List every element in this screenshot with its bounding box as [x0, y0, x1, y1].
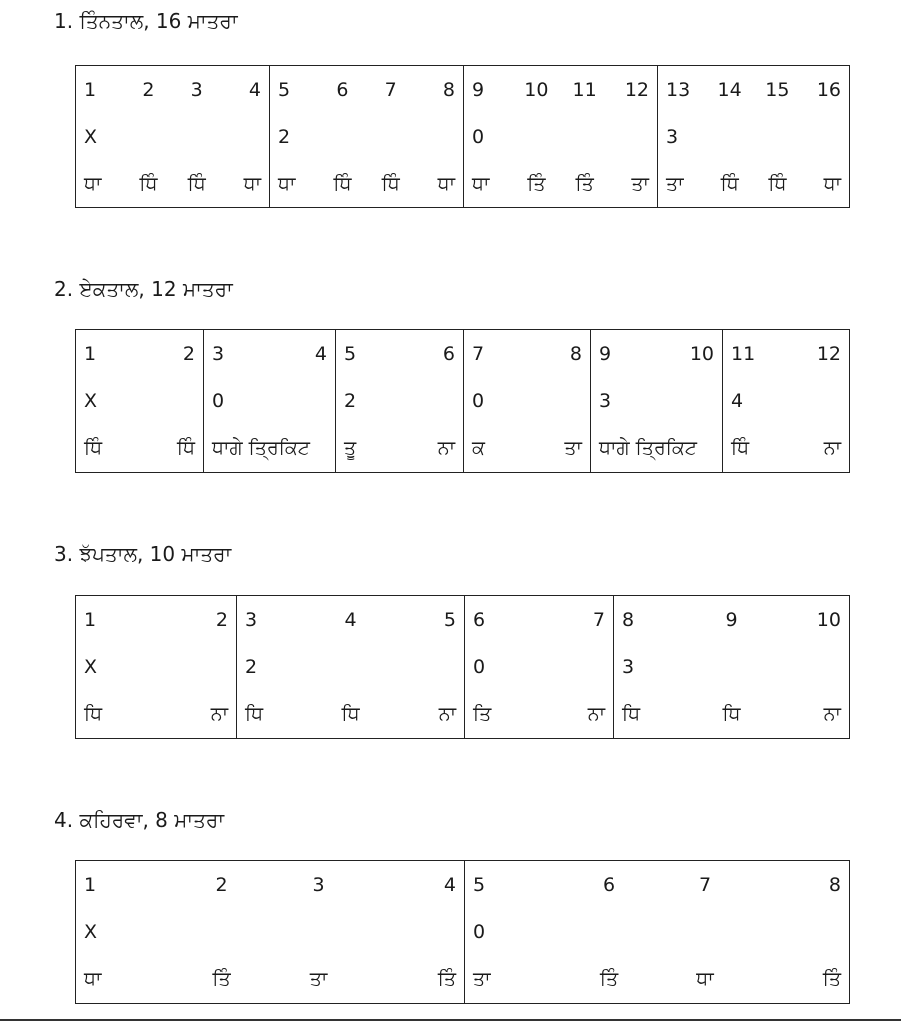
sign-row: [723, 377, 849, 424]
beat-number: 2: [142, 78, 155, 101]
beat-row: [204, 330, 335, 377]
sign-row: [270, 113, 463, 160]
bol: ਧਾ: [278, 172, 296, 195]
section-title-keharwa: 4. ਕਹਿਰਵਾ, 8 ਮਾਤਰਾ: [54, 808, 225, 832]
beat-row: [76, 596, 236, 643]
bol: ਧਿੰ: [720, 172, 739, 195]
beat-number: 3: [312, 873, 325, 896]
bol: ਤਿੰ: [822, 968, 841, 991]
bol: ਧਾਗੇ ਤ੍ਰਿਕਿਟ: [212, 437, 310, 460]
beat-number: 12: [816, 342, 841, 365]
bol: ਤਾ: [473, 968, 491, 991]
sign-row: [76, 377, 203, 424]
beat-number: 6: [473, 608, 486, 631]
taal-sign: 4: [731, 389, 744, 412]
beat-number: 8: [442, 78, 455, 101]
beat-number: 9: [472, 78, 485, 101]
sign-row: [658, 113, 849, 160]
beat-number: 7: [698, 873, 712, 896]
bol: ਧਿੰ: [768, 172, 787, 195]
beat-row: [76, 330, 203, 377]
table-teentaal: [75, 65, 850, 208]
beat-row: [464, 66, 657, 113]
vibhag: [236, 596, 464, 738]
bol: ਤਾ: [564, 437, 582, 460]
beat-row: [614, 596, 849, 643]
beat-number: 2: [215, 608, 228, 631]
vibhag: [269, 66, 463, 207]
vibhag: [464, 596, 613, 738]
vibhag: [463, 330, 590, 472]
taal-sign: X: [84, 655, 98, 678]
beat-number: 5: [443, 608, 457, 631]
beat-number: 9: [725, 608, 738, 631]
taal-sign: 2: [278, 125, 291, 148]
beat-row: [465, 596, 613, 643]
bol: ਧਿ: [341, 703, 360, 726]
bol: ਨਾ: [210, 703, 228, 726]
vibhag: [657, 66, 849, 207]
beat-number: 7: [384, 78, 397, 101]
beat-number: 3: [190, 78, 203, 101]
bol-row: [237, 691, 464, 738]
bol-row: [723, 425, 849, 472]
beat-number: 6: [336, 78, 349, 101]
bol-row: [270, 160, 463, 207]
sign-row: [76, 113, 269, 160]
taal-sign: X: [84, 920, 98, 943]
bol: ਧਿੰ: [381, 172, 400, 195]
beat-number: 6: [602, 873, 616, 896]
beat-number: 1: [84, 873, 97, 896]
beat-row: [336, 330, 463, 377]
bol-row: [76, 956, 464, 1003]
bol: ਧਾ: [84, 968, 102, 991]
beat-number: 5: [473, 873, 486, 896]
bol-row: [465, 691, 613, 738]
beat-row: [658, 66, 849, 113]
beat-number: 10: [524, 78, 549, 101]
sign-row: [76, 643, 236, 690]
bol: ਨਾ: [438, 703, 457, 726]
beat-number: 8: [828, 873, 841, 896]
bol-row: [76, 160, 269, 207]
taal-sign: 2: [245, 655, 258, 678]
taal-sign: 3: [599, 389, 612, 412]
beat-row: [270, 66, 463, 113]
bol-row: [464, 425, 590, 472]
beat-number: 8: [622, 608, 635, 631]
beat-number: 16: [816, 78, 841, 101]
beat-number: 10: [816, 608, 841, 631]
beat-number: 7: [592, 608, 605, 631]
vibhag: [76, 596, 236, 738]
beat-number: 1: [84, 78, 97, 101]
vibhag: [335, 330, 463, 472]
sign-row: [465, 643, 613, 690]
taal-sign: 3: [666, 125, 679, 148]
taal-sign: X: [84, 125, 98, 148]
bol: ਧਾ: [437, 172, 455, 195]
beat-number: 6: [442, 342, 455, 365]
taal-sign: 2: [344, 389, 357, 412]
beat-number: 8: [569, 342, 582, 365]
vibhag: [613, 596, 849, 738]
beat-row: [591, 330, 722, 377]
bol: ਧਿੰ: [84, 437, 103, 460]
bol-row: [204, 425, 335, 472]
sign-row: [204, 377, 335, 424]
bol-row: [465, 956, 849, 1003]
beat-number: 1: [84, 608, 97, 631]
beat-number: 11: [731, 342, 756, 365]
beat-number: 4: [344, 608, 357, 631]
beat-number: 11: [572, 78, 597, 101]
section-title-jhaptaal: 3. ਝੱਪਤਾਲ, 10 ਮਾਤਰਾ: [54, 542, 232, 566]
beat-number: 4: [443, 873, 456, 896]
bol: ਨਾ: [587, 703, 605, 726]
bol: ਤਿੰ: [599, 968, 619, 991]
bol: ਤਿੰ: [575, 172, 594, 195]
beat-row: [237, 596, 464, 643]
sign-row: [464, 113, 657, 160]
taal-sign: X: [84, 389, 98, 412]
taal-sign: 0: [472, 125, 485, 148]
taal-sign: 0: [473, 920, 486, 943]
bol: ਧਿੰ: [333, 172, 352, 195]
bol: ਧਿ: [84, 703, 103, 726]
bol: ਨਾ: [823, 703, 841, 726]
beat-number: 4: [248, 78, 261, 101]
bol: ਤਾ: [309, 968, 328, 991]
page-bottom-divider: [0, 1019, 901, 1021]
bol-row: [76, 425, 203, 472]
sign-row: [464, 377, 590, 424]
beat-number: 1: [84, 342, 97, 365]
taal-sign: 0: [473, 655, 486, 678]
bol: ਨਾ: [823, 437, 841, 460]
bol: ਤਿੰ: [527, 172, 546, 195]
vibhag: [76, 66, 269, 207]
bol: ਧਿੰ: [731, 437, 750, 460]
sign-row: [591, 377, 722, 424]
vibhag: [722, 330, 849, 472]
vibhag: [76, 861, 464, 1003]
bol: ਤੂ: [344, 437, 357, 460]
taal-sign: 0: [472, 389, 485, 412]
beat-number: 10: [689, 342, 714, 365]
bol: ਧਾ: [84, 172, 102, 195]
beat-row: [464, 330, 590, 377]
sign-row: [336, 377, 463, 424]
section-title-teentaal: 1. ਤਿੰਨਤਾਲ, 16 ਮਾਤਰਾ: [54, 9, 238, 33]
beat-number: 2: [215, 873, 228, 896]
bol: ਤਾ: [631, 172, 649, 195]
bol: ਕ: [472, 437, 485, 460]
vibhag: [463, 66, 657, 207]
bol: ਧਿ: [245, 703, 264, 726]
taal-sign: 0: [212, 389, 225, 412]
bol: ਧਾ: [823, 172, 841, 195]
sign-row: [76, 908, 464, 955]
bol: ਤਾ: [666, 172, 684, 195]
beat-number: 12: [624, 78, 649, 101]
beat-number: 14: [717, 78, 742, 101]
table-ektaal: [75, 329, 850, 473]
beat-number: 13: [666, 78, 691, 101]
sign-row: [237, 643, 464, 690]
bol: ਧਾਗੇ ਤ੍ਰਿਕਿਟ: [599, 437, 697, 460]
bol: ਧਿ: [622, 703, 641, 726]
sign-row: [465, 908, 849, 955]
beat-number: 5: [278, 78, 291, 101]
bol: ਧਾ: [472, 172, 490, 195]
bol-row: [591, 425, 722, 472]
beat-row: [465, 861, 849, 908]
taal-sign: 3: [622, 655, 635, 678]
bol: ਧਿੰ: [187, 172, 206, 195]
beat-number: 3: [245, 608, 258, 631]
bol: ਧਿੰ: [139, 172, 158, 195]
beat-number: 2: [182, 342, 195, 365]
bol: ਤਿ: [473, 703, 492, 726]
section-title-ektaal: 2. ਏਕਤਾਲ, 12 ਮਾਤਰਾ: [54, 277, 233, 301]
sign-row: [614, 643, 849, 690]
beat-row: [723, 330, 849, 377]
bol: ਧਿ: [722, 703, 741, 726]
bol-row: [76, 691, 236, 738]
vibhag: [464, 861, 849, 1003]
beat-row: [76, 66, 269, 113]
bol: ਧਾ: [243, 172, 261, 195]
beat-number: 3: [212, 342, 225, 365]
beat-number: 5: [344, 342, 357, 365]
table-jhaptaal: [75, 595, 850, 739]
bol-row: [614, 691, 849, 738]
bol-row: [336, 425, 463, 472]
vibhag: [76, 330, 203, 472]
beat-row: [76, 861, 464, 908]
bol: ਧਾ: [696, 968, 714, 991]
bol: ਧਿੰ: [176, 437, 195, 460]
beat-number: 4: [314, 342, 327, 365]
bol: ਤਿੰ: [212, 968, 231, 991]
bol: ਤਿੰ: [437, 968, 456, 991]
beat-number: 15: [765, 78, 790, 101]
vibhag: [590, 330, 722, 472]
vibhag: [203, 330, 335, 472]
beat-number: 7: [472, 342, 485, 365]
bol: ਨਾ: [437, 437, 455, 460]
beat-number: 9: [599, 342, 612, 365]
bol-row: [658, 160, 849, 207]
table-keharwa: [75, 860, 850, 1004]
bol-row: [464, 160, 657, 207]
